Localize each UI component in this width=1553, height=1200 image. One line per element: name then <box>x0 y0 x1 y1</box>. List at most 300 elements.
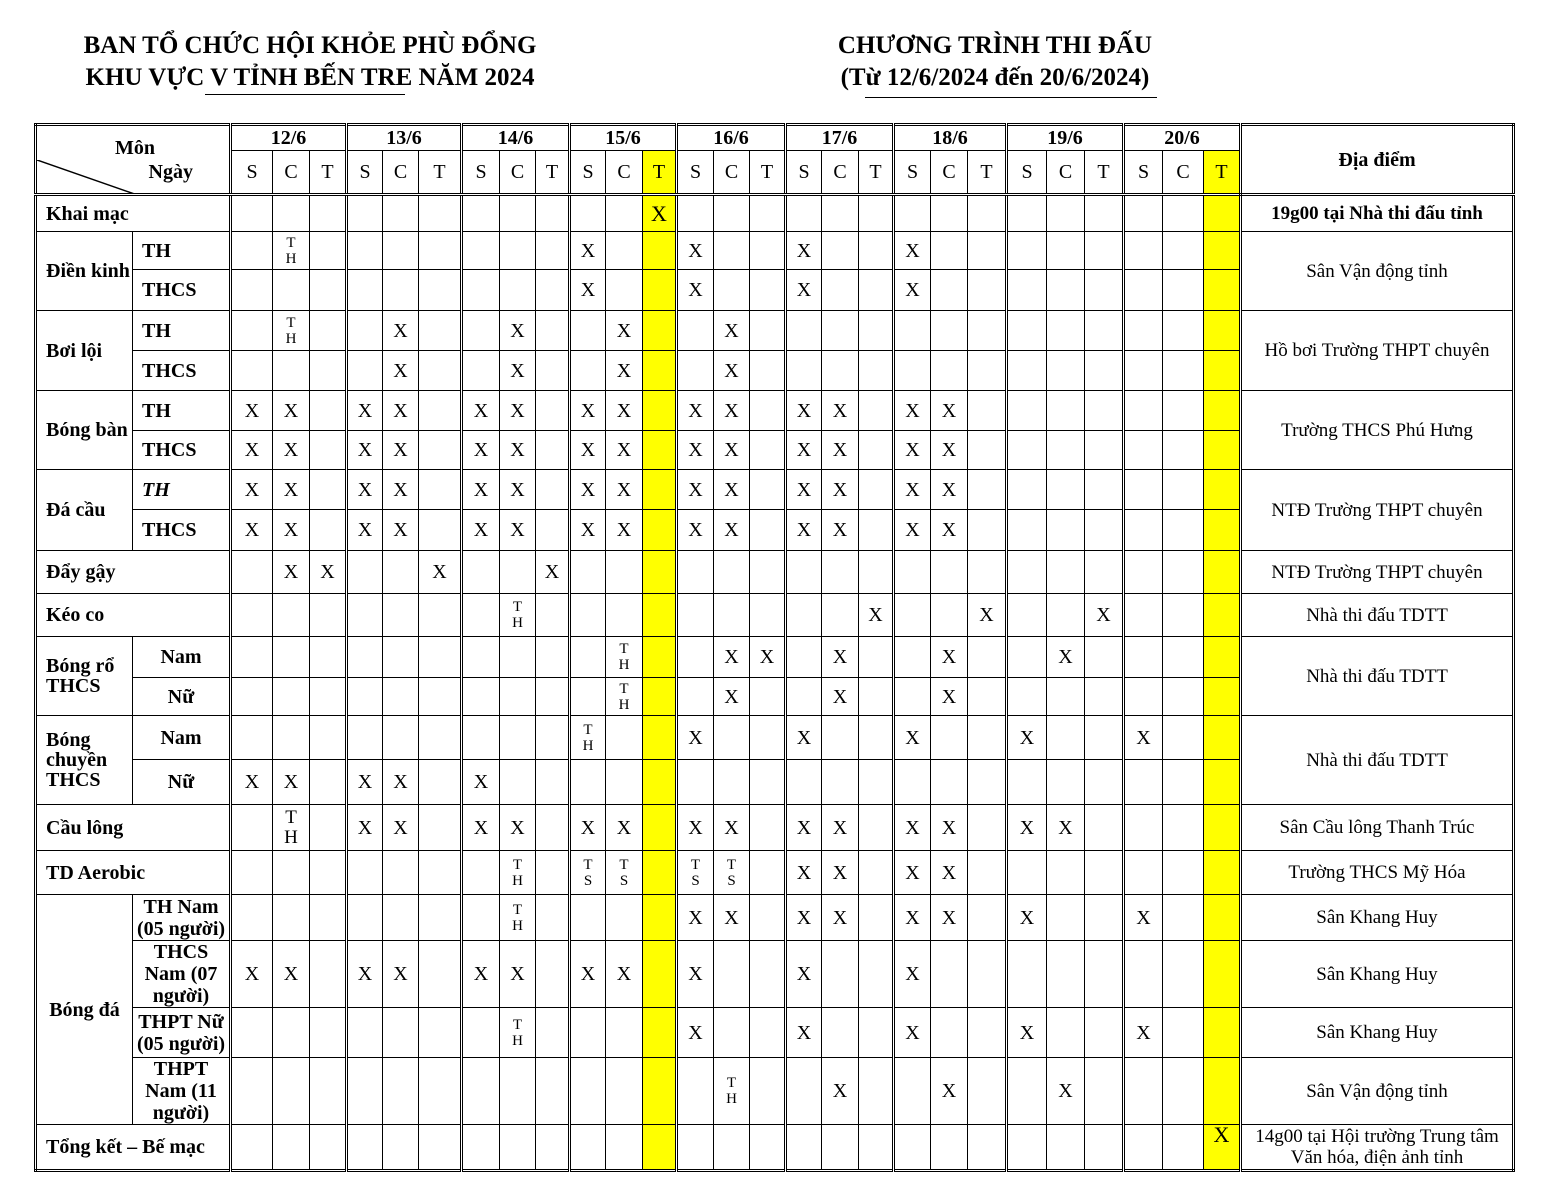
schedule-cell: X <box>677 895 714 941</box>
schedule-cell <box>677 551 714 594</box>
session-header: T <box>1085 151 1124 195</box>
schedule-cell <box>536 941 570 1008</box>
schedule-cell <box>536 311 570 351</box>
schedule-cell: X <box>677 270 714 311</box>
schedule-cell <box>273 232 310 270</box>
schedule-cell <box>968 431 1007 470</box>
schedule-cell <box>1124 510 1163 551</box>
schedule-row <box>36 195 1514 232</box>
schedule-cell: X <box>714 431 750 470</box>
letter: H <box>285 330 297 347</box>
sport-label: Bóng rổ THCS <box>36 637 133 716</box>
schedule-cell: X <box>1124 895 1163 941</box>
schedule-cell <box>1204 760 1241 805</box>
schedule-cell: X <box>894 851 931 895</box>
schedule-cell <box>419 232 462 270</box>
schedule-cell <box>822 551 859 594</box>
schedule-cell <box>606 232 643 270</box>
schedule-cell: X <box>606 510 643 551</box>
schedule-cell: X <box>931 431 968 470</box>
schedule-cell: X <box>677 716 714 760</box>
schedule-cell <box>859 311 894 351</box>
program-title: CHƯƠNG TRÌNH THI ĐẤU <box>837 32 1153 59</box>
schedule-cell <box>1124 1058 1163 1125</box>
schedule-cell <box>822 760 859 805</box>
schedule-cell <box>570 678 606 716</box>
schedule-cell <box>750 594 786 637</box>
schedule-cell <box>1047 678 1085 716</box>
sub-category-label: THPT Nữ (05 người) <box>133 1008 231 1058</box>
schedule-cell: X <box>273 391 310 431</box>
schedule-cell <box>968 760 1007 805</box>
schedule-cell: X <box>894 1008 931 1058</box>
schedule-cell <box>419 1008 462 1058</box>
schedule-cell: X <box>714 637 750 678</box>
session-header: T <box>536 151 570 195</box>
schedule-cell <box>273 805 310 851</box>
schedule-cell <box>931 311 968 351</box>
schedule-cell: X <box>786 391 822 431</box>
schedule-cell: X <box>606 805 643 851</box>
schedule-cell <box>310 311 347 351</box>
schedule-cell: X <box>786 941 822 1008</box>
schedule-cell: X <box>383 510 419 551</box>
schedule-cell <box>643 851 677 895</box>
schedule-cell <box>231 1058 273 1125</box>
schedule-cell <box>1163 1058 1204 1125</box>
schedule-cell <box>462 270 500 311</box>
schedule-cell <box>606 594 643 637</box>
schedule-cell <box>462 851 500 895</box>
schedule-cell <box>310 678 347 716</box>
schedule-cell: X <box>968 594 1007 637</box>
schedule-cell: X <box>1007 716 1047 760</box>
schedule-cell <box>1163 431 1204 470</box>
schedule-cell <box>231 1125 273 1171</box>
schedule-cell <box>419 760 462 805</box>
schedule-cell <box>786 351 822 391</box>
sport-label: TD Aerobic <box>36 851 231 895</box>
schedule-cell <box>1124 760 1163 805</box>
session-header: S <box>462 151 500 195</box>
schedule-cell: X <box>786 1008 822 1058</box>
schedule-cell <box>1204 678 1241 716</box>
schedule-cell <box>1085 551 1124 594</box>
schedule-cell: X <box>462 941 500 1008</box>
schedule-cell: X <box>231 510 273 551</box>
venue-header: Địa điểm <box>1241 125 1514 195</box>
schedule-cell: X <box>859 594 894 637</box>
schedule-cell <box>750 391 786 431</box>
schedule-cell: X <box>383 391 419 431</box>
sub-category-label: Nam <box>133 637 231 678</box>
schedule-cell: X <box>606 351 643 391</box>
schedule-cell: X <box>383 941 419 1008</box>
schedule-cell <box>677 311 714 351</box>
schedule-cell <box>859 510 894 551</box>
schedule-cell <box>231 311 273 351</box>
schedule-cell <box>1085 851 1124 895</box>
schedule-cell <box>714 1008 750 1058</box>
letter: H <box>512 917 523 934</box>
schedule-cell <box>536 594 570 637</box>
schedule-cell <box>383 637 419 678</box>
schedule-cell <box>714 941 750 1008</box>
schedule-cell <box>786 195 822 232</box>
sport-label: Bóng chuyền THCS <box>36 716 133 805</box>
schedule-cell <box>643 1058 677 1125</box>
schedule-cell <box>750 351 786 391</box>
schedule-cell <box>714 760 750 805</box>
schedule-cell <box>310 232 347 270</box>
schedule-cell <box>894 551 931 594</box>
schedule-cell <box>419 716 462 760</box>
schedule-cell: X <box>500 941 536 1008</box>
schedule-cell: X <box>462 805 500 851</box>
sport-label: Tổng kết – Bế mạc <box>36 1125 231 1171</box>
schedule-cell <box>536 851 570 895</box>
session-header: C <box>383 151 419 195</box>
schedule-cell <box>786 311 822 351</box>
schedule-cell: X <box>273 941 310 1008</box>
schedule-cell <box>606 716 643 760</box>
schedule-cell <box>1047 510 1085 551</box>
schedule-cell <box>536 470 570 510</box>
schedule-cell <box>500 637 536 678</box>
schedule-cell <box>231 551 273 594</box>
schedule-cell <box>500 1058 536 1125</box>
schedule-cell <box>273 851 310 895</box>
schedule-cell <box>1047 232 1085 270</box>
schedule-cell: X <box>347 431 383 470</box>
sub-category-label: TH <box>133 232 231 270</box>
schedule-cell: X <box>714 311 750 351</box>
letter: H <box>618 696 630 713</box>
schedule-cell: X <box>570 941 606 1008</box>
schedule-cell <box>1047 1008 1085 1058</box>
schedule-cell <box>786 594 822 637</box>
venue-cell: Sân Khang Huy <box>1241 941 1514 1008</box>
schedule-cell <box>500 551 536 594</box>
schedule-cell <box>570 311 606 351</box>
session-header: C <box>500 151 536 195</box>
schedule-cell <box>570 351 606 391</box>
schedule-cell <box>383 1125 419 1171</box>
session-header: S <box>347 151 383 195</box>
session-header: T <box>419 151 462 195</box>
schedule-cell: X <box>606 941 643 1008</box>
schedule-cell: X <box>570 510 606 551</box>
schedule-cell: X <box>347 941 383 1008</box>
schedule-row <box>36 1008 1514 1058</box>
letter: T <box>512 1016 523 1033</box>
sub-category-label: Nữ <box>133 678 231 716</box>
schedule-cell <box>273 716 310 760</box>
schedule-cell <box>1124 311 1163 351</box>
schedule-cell <box>383 716 419 760</box>
schedule-cell <box>419 637 462 678</box>
schedule-cell <box>822 1008 859 1058</box>
schedule-cell: X <box>383 311 419 351</box>
schedule-cell <box>968 311 1007 351</box>
schedule-cell <box>462 351 500 391</box>
schedule-cell: X <box>677 1008 714 1058</box>
schedule-cell <box>750 760 786 805</box>
session-header: S <box>1007 151 1047 195</box>
schedule-cell <box>310 195 347 232</box>
schedule-cell: X <box>606 470 643 510</box>
schedule-cell: X <box>383 470 419 510</box>
schedule-cell: X <box>931 510 968 551</box>
schedule-cell <box>1007 470 1047 510</box>
schedule-cell <box>1204 941 1241 1008</box>
schedule-cell <box>859 760 894 805</box>
schedule-row <box>36 594 1514 637</box>
schedule-cell: X <box>500 431 536 470</box>
schedule-cell <box>1163 594 1204 637</box>
schedule-cell <box>750 895 786 941</box>
schedule-cell <box>859 678 894 716</box>
session-header: C <box>931 151 968 195</box>
schedule-row <box>36 716 1514 760</box>
schedule-cell <box>1204 391 1241 431</box>
schedule-cell: X <box>462 510 500 551</box>
schedule-cell: X <box>822 391 859 431</box>
schedule-cell <box>968 1008 1007 1058</box>
schedule-cell <box>894 1058 931 1125</box>
schedule-cell <box>536 391 570 431</box>
schedule-cell <box>894 760 931 805</box>
schedule-cell <box>968 232 1007 270</box>
schedule-cell <box>677 1058 714 1125</box>
schedule-cell: X <box>1047 637 1085 678</box>
schedule-cell <box>462 1125 500 1171</box>
corner-top-label: Ngày <box>148 160 193 183</box>
venue-cell: Nhà thi đấu TDTT <box>1241 637 1514 716</box>
session-header: C <box>1047 151 1085 195</box>
day-header: 12/6 <box>231 125 347 151</box>
schedule-cell: X <box>894 895 931 941</box>
schedule-cell: X <box>894 232 931 270</box>
schedule-cell <box>419 391 462 431</box>
session-header: T <box>750 151 786 195</box>
schedule-cell <box>383 851 419 895</box>
schedule-cell <box>1204 232 1241 270</box>
schedule-cell <box>536 678 570 716</box>
schedule-cell <box>968 470 1007 510</box>
sport-label: Bóng bàn <box>36 391 133 470</box>
schedule-cell <box>500 760 536 805</box>
schedule-cell <box>310 716 347 760</box>
schedule-cell <box>968 351 1007 391</box>
schedule-cell <box>347 1058 383 1125</box>
schedule-cell <box>231 270 273 311</box>
schedule-cell <box>1007 551 1047 594</box>
day-header: 19/6 <box>1007 125 1124 151</box>
schedule-cell: X <box>714 895 750 941</box>
schedule-cell <box>1163 716 1204 760</box>
session-header: S <box>231 151 273 195</box>
schedule-cell <box>570 195 606 232</box>
schedule-cell <box>419 1125 462 1171</box>
schedule-cell <box>1047 311 1085 351</box>
schedule-row <box>36 391 1514 431</box>
schedule-cell <box>1204 195 1241 232</box>
schedule-cell <box>231 232 273 270</box>
sub-category-label: THCS <box>133 431 231 470</box>
schedule-cell <box>500 195 536 232</box>
schedule-cell <box>859 431 894 470</box>
day-header: 13/6 <box>347 125 462 151</box>
schedule-cell <box>859 1125 894 1171</box>
schedule-cell <box>462 311 500 351</box>
schedule-cell <box>383 551 419 594</box>
schedule-cell <box>273 1008 310 1058</box>
schedule-cell: X <box>822 678 859 716</box>
schedule-cell <box>1007 678 1047 716</box>
schedule-cell: X <box>273 760 310 805</box>
schedule-cell <box>536 895 570 941</box>
schedule-cell <box>859 391 894 431</box>
letter: T <box>690 856 701 873</box>
schedule-cell: X <box>383 805 419 851</box>
schedule-cell: X <box>231 941 273 1008</box>
letter: H <box>512 872 523 889</box>
schedule-cell <box>419 678 462 716</box>
schedule-cell <box>500 716 536 760</box>
schedule-cell: X <box>822 637 859 678</box>
schedule-cell <box>1204 1008 1241 1058</box>
schedule-cell <box>347 351 383 391</box>
schedule-cell <box>310 941 347 1008</box>
schedule-cell <box>1163 270 1204 311</box>
schedule-cell <box>859 232 894 270</box>
organizer-line-2: KHU VỰC V TỈNH BẾN TRE NĂM 2024 <box>85 64 535 91</box>
schedule-cell <box>1204 895 1241 941</box>
schedule-cell <box>606 760 643 805</box>
schedule-cell: X <box>786 805 822 851</box>
schedule-cell <box>822 1125 859 1171</box>
schedule-cell: X <box>500 391 536 431</box>
schedule-cell <box>1047 551 1085 594</box>
session-header: C <box>606 151 643 195</box>
schedule-cell: X <box>570 431 606 470</box>
schedule-cell: X <box>500 311 536 351</box>
schedule-cell <box>347 678 383 716</box>
schedule-cell <box>677 594 714 637</box>
schedule-cell: X <box>822 510 859 551</box>
schedule-cell <box>859 941 894 1008</box>
venue-cell: 14g00 tại Hội trường Trung tâm Văn hóa, điện ảnh tỉnh <box>1241 1125 1514 1171</box>
sport-label: Đá cầu <box>36 470 133 551</box>
letter: H <box>512 1032 523 1049</box>
schedule-cell <box>968 637 1007 678</box>
sub-category-label: TH <box>133 391 231 431</box>
schedule-cell <box>643 470 677 510</box>
schedule-cell <box>1163 637 1204 678</box>
schedule-cell <box>347 232 383 270</box>
program-underline <box>865 97 1157 98</box>
schedule-cell <box>968 895 1007 941</box>
schedule-cell: X <box>894 805 931 851</box>
schedule-cell: X <box>347 805 383 851</box>
schedule-cell <box>419 311 462 351</box>
schedule-cell: X <box>606 431 643 470</box>
schedule-cell <box>643 270 677 311</box>
schedule-cell: X <box>931 470 968 510</box>
schedule-cell: X <box>894 431 931 470</box>
venue-cell: Hồ bơi Trường THPT chuyên <box>1241 311 1514 391</box>
schedule-cell <box>462 678 500 716</box>
corner-bottom-label: Môn <box>115 136 155 159</box>
schedule-cell <box>1047 351 1085 391</box>
schedule-cell <box>347 311 383 351</box>
schedule-cell <box>677 851 714 895</box>
schedule-cell <box>1163 351 1204 391</box>
schedule-cell <box>500 1008 536 1058</box>
schedule-cell <box>1047 716 1085 760</box>
schedule-cell <box>570 895 606 941</box>
schedule-cell <box>968 270 1007 311</box>
schedule-cell <box>1047 431 1085 470</box>
schedule-cell: X <box>786 232 822 270</box>
schedule-cell <box>500 594 536 637</box>
venue-cell: 19g00 tại Nhà thi đấu tỉnh <box>1241 195 1514 232</box>
schedule-cell: X <box>500 470 536 510</box>
schedule-cell <box>1085 805 1124 851</box>
corner-cell <box>36 125 231 195</box>
schedule-cell <box>1007 941 1047 1008</box>
schedule-cell: X <box>231 431 273 470</box>
schedule-cell <box>570 851 606 895</box>
schedule-cell <box>462 1058 500 1125</box>
schedule-cell <box>606 551 643 594</box>
schedule-cell <box>750 270 786 311</box>
schedule-cell: X <box>419 551 462 594</box>
schedule-cell <box>1204 510 1241 551</box>
schedule-cell: X <box>570 391 606 431</box>
schedule-cell <box>273 678 310 716</box>
schedule-cell: X <box>822 805 859 851</box>
schedule-row <box>36 311 1514 351</box>
schedule-cell <box>462 637 500 678</box>
schedule-cell <box>894 351 931 391</box>
venue-cell: Sân Vận động tỉnh <box>1241 232 1514 311</box>
schedule-cell: X <box>231 391 273 431</box>
schedule-cell <box>500 851 536 895</box>
schedule-row <box>36 551 1514 594</box>
schedule-cell <box>714 195 750 232</box>
letter: T <box>583 856 593 873</box>
day-header: 16/6 <box>677 125 786 151</box>
schedule-cell <box>570 716 606 760</box>
letter: T <box>512 856 523 873</box>
sub-category-label: THCS Nam (07 người) <box>133 941 231 1008</box>
schedule-cell <box>1047 851 1085 895</box>
schedule-cell: X <box>1007 805 1047 851</box>
schedule-cell: X <box>786 851 822 895</box>
schedule-cell <box>419 805 462 851</box>
schedule-cell <box>859 351 894 391</box>
schedule-cell <box>786 551 822 594</box>
schedule-cell <box>1085 232 1124 270</box>
venue-cell: Trường THCS Phú Hưng <box>1241 391 1514 470</box>
schedule-cell: X <box>714 391 750 431</box>
schedule-cell <box>500 678 536 716</box>
letter: T <box>512 599 523 615</box>
schedule-cell <box>1204 851 1241 895</box>
schedule-cell <box>822 716 859 760</box>
